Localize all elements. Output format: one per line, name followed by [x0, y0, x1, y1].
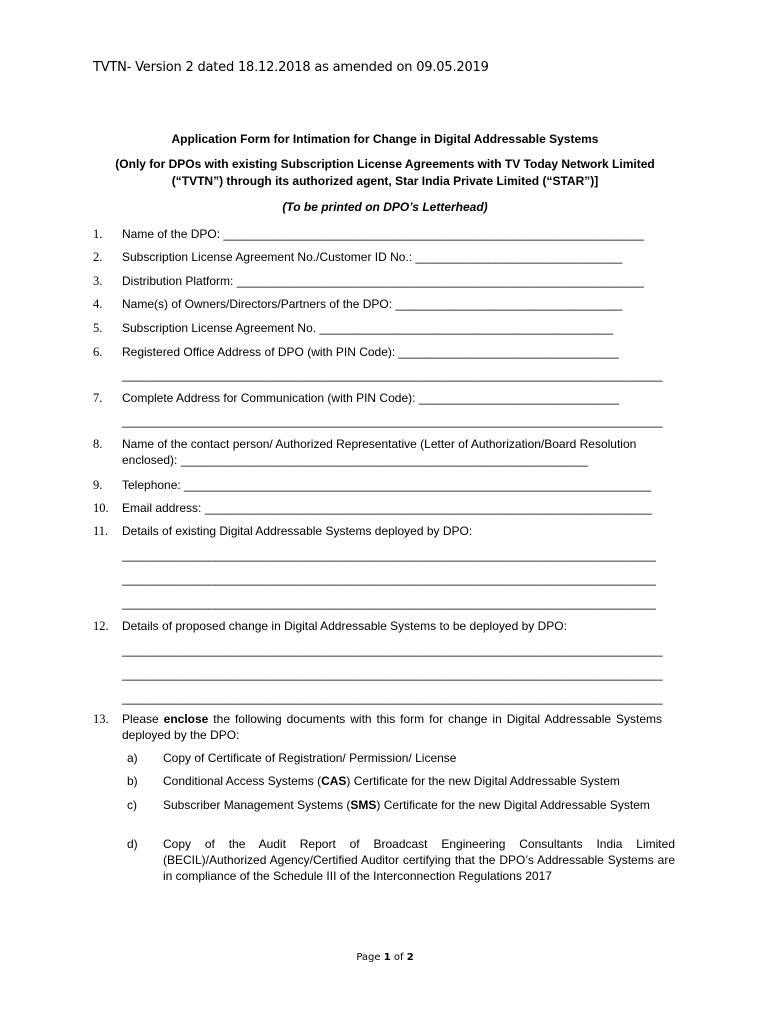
- item-number: 7.: [93, 391, 103, 405]
- document-text: Conditional Access Systems (CAS) Certificate for the new Digital Addressable System: [163, 774, 620, 788]
- blank-line: ________________________________________________________________________________: [122, 548, 656, 562]
- item-label: Email address: ___________________________________________________________________: [122, 501, 652, 515]
- item-label: Details of existing Digital Addressable Systems deployed by DPO:: [122, 524, 473, 538]
- document-text: Copy of Certificate of Registration/ Permission/ License: [163, 751, 457, 765]
- enclose-emphasis: enclose: [163, 712, 209, 726]
- document-label: b): [127, 774, 138, 788]
- item-number: 5.: [93, 321, 103, 335]
- item-number: 12.: [93, 619, 109, 633]
- version-header: TVTN- Version 2 dated 18.12.2018 as amended on 09.05.2019: [93, 60, 489, 75]
- sms-emphasis: SMS: [350, 798, 377, 812]
- item-number: 13.: [93, 712, 109, 726]
- item-number: 2.: [93, 250, 103, 264]
- form-title: Application Form for Intimation for Change in Digital Addressable Systems: [171, 132, 599, 146]
- blank-line: _________________________________________________________________________________: [122, 667, 663, 681]
- form-subtitle: (Only for DPOs with existing Subscription License Agreements with TV Today Network Limited (“TVTN”) through its authorized agent, Star India Private Limited (“STAR”)]: [115, 157, 655, 188]
- item-label: Complete Address for Communication (with PIN Code): ______________________________: [122, 391, 619, 405]
- blank-line: _________________________________________________________________________________: [122, 368, 663, 382]
- letterhead-instruction: (To be printed on DPO’s Letterhead): [282, 200, 488, 214]
- blank-line: ________________________________________________________________________________: [122, 596, 656, 610]
- blank-line: _________________________________________________________________________________: [122, 691, 663, 705]
- item-label: Name of the contact person/ Authorized Representative (Letter of Authorization/Board Resolution enclosed): _____________________________________________________________: [122, 437, 637, 467]
- item-number: 3.: [93, 274, 103, 288]
- item-label: Telephone: ______________________________________________________________________: [122, 478, 652, 492]
- item-number: 9.: [93, 478, 103, 492]
- item-number: 4.: [93, 297, 103, 311]
- document-label: a): [127, 751, 138, 765]
- cas-emphasis: CAS: [321, 774, 347, 788]
- document-text: Subscriber Management Systems (SMS) Certificate for the new Digital Addressable System: [163, 798, 650, 812]
- blank-line: ________________________________________________________________________________: [122, 572, 656, 586]
- blank-line: _________________________________________________________________________________: [122, 414, 663, 428]
- item-number: 1.: [93, 227, 103, 241]
- item-label: Details of proposed change in Digital Addressable Systems to be deployed by DPO:: [122, 619, 567, 633]
- item-label: Subscription License Agreement No./Customer ID No.: _______________________________: [122, 250, 623, 264]
- item-number: 8.: [93, 437, 103, 451]
- document-label: d): [127, 837, 138, 851]
- item-label: Name(s) of Owners/Directors/Partners of the DPO: __________________________________: [122, 297, 623, 311]
- item-number: 11.: [93, 524, 109, 538]
- item-number: 6.: [93, 345, 103, 359]
- item-label: Distribution Platform: _____________________________________________________________: [122, 274, 644, 288]
- item-label: Registered Office Address of DPO (with PIN Code): _________________________________: [122, 345, 619, 359]
- item-label: Please enclose the following documents with this form for change in Digital Addressable Systems deployed by the DPO:: [122, 712, 662, 742]
- blank-line: _________________________________________________________________________________: [122, 643, 663, 657]
- item-label: Subscription License Agreement No. ____________________________________________: [122, 321, 614, 335]
- page-number: Page 1 of 2: [356, 952, 414, 963]
- item-number: 10.: [93, 501, 109, 515]
- document-text: Copy of the Audit Report of Broadcast Engineering Consultants India Limited (BECIL)/Authorized Agency/Certified Auditor certifying that the DPO’s Addressable Systems are in compliance of the Schedule III of the Interconnection Regulations 2017: [163, 837, 675, 883]
- item-label: Name of the DPO: _______________________________________________________________: [122, 227, 644, 241]
- document-label: c): [127, 798, 137, 812]
